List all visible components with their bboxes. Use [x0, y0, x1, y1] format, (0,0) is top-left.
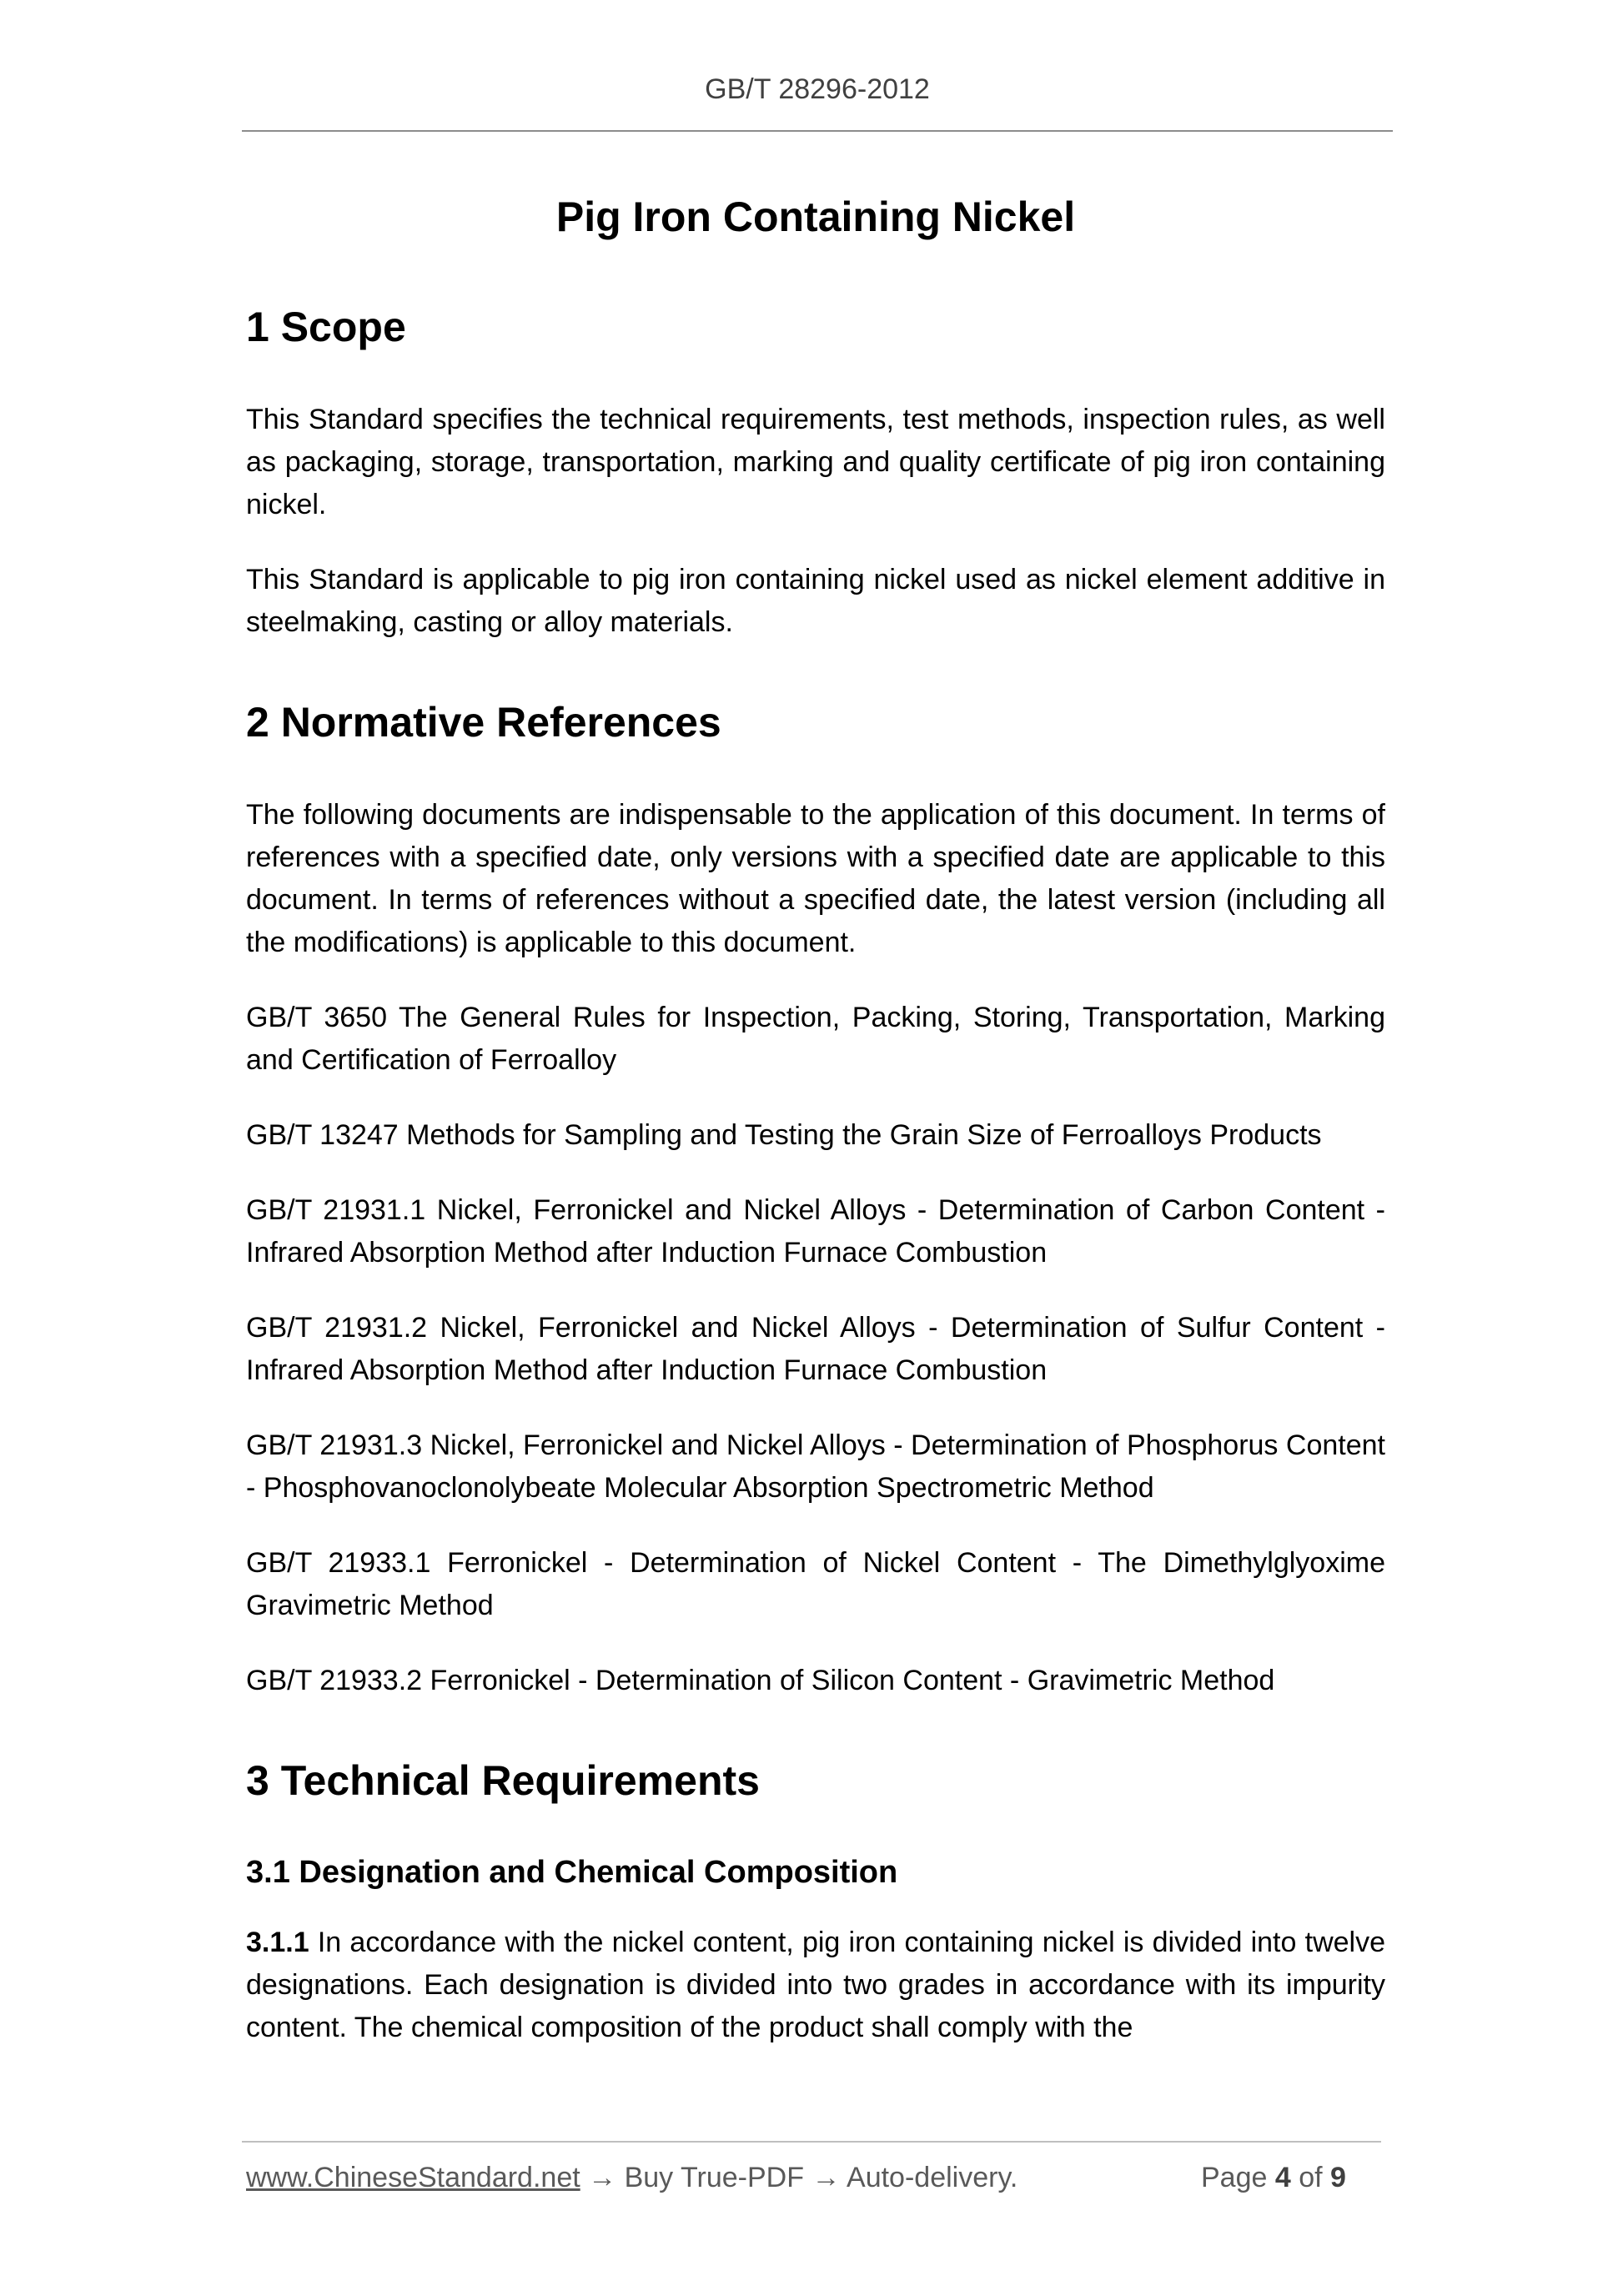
- scope-paragraph: This Standard specifies the technical requirements, test methods, inspection rules, as well as packaging, storage, transportation, marking and quality certificate of pig iron containing nickel.: [246, 404, 1385, 520]
- normative-intro: The following documents are indispensable to the application of this document. In terms of references with a specified date, only versions with a specified date are applicable to this document. In terms of references without a specified date, the latest version (including all the modifications) is applicable to this document.: [246, 799, 1385, 958]
- page-current: 4: [1274, 2162, 1291, 2193]
- reference-item: GB/T 21931.1 Nickel, Ferronickel and Nickel Alloys - Determination of Carbon Content - Infrared Absorption Method after Induction Furnace Combustion: [246, 1194, 1385, 1269]
- arrow-right-icon: →: [588, 2162, 617, 2193]
- buy-text: Buy True-PDF: [624, 2162, 804, 2193]
- arrow-right-icon: →: [812, 2162, 841, 2193]
- delivery-text: Auto-delivery.: [847, 2162, 1018, 2193]
- header-divider: [242, 130, 1393, 132]
- clause-number: 3.1.1: [246, 1927, 309, 1959]
- section-heading-technical-requirements: 3 Technical Requirements: [246, 1757, 760, 1804]
- page-total: 9: [1330, 2162, 1346, 2193]
- footer-divider: [242, 2141, 1381, 2143]
- running-header: GB/T 28296-2012: [705, 73, 930, 105]
- page-indicator: [1201, 2162, 1346, 2194]
- clause-text: In accordance with the nickel content, pig iron containing nickel is divided into twelve designations. Each designation is divided into two grades in accordance with its impurity content. The chemical composition of the product shall comply with the: [246, 1927, 1385, 2044]
- section-heading-normative-references: 2 Normative References: [246, 699, 721, 746]
- subsection-heading: 3.1 Designation and Chemical Composition: [246, 1855, 898, 1890]
- reference-item: GB/T 21931.3 Nickel, Ferronickel and Nickel Alloys - Determination of Phosphorus Content - Phosphovanoclonolybeate Molecular Absorption Spectrometric Method: [246, 1429, 1385, 1504]
- clause-paragraph: [246, 1922, 1385, 2049]
- page-of: of: [1299, 2162, 1323, 2193]
- reference-item: GB/T 3650 The General Rules for Inspection, Packing, Storing, Transportation, Marking and Certification of Ferroalloy: [246, 1002, 1385, 1076]
- reference-item: GB/T 21931.2 Nickel, Ferronickel and Nickel Alloys - Determination of Sulfur Content - Infrared Absorption Method after Induction Furnace Combustion: [246, 1312, 1385, 1386]
- section-heading-scope: 1 Scope: [246, 304, 406, 350]
- footer-promo: [246, 2162, 1018, 2194]
- site-link[interactable]: www.ChineseStandard.net: [246, 2162, 580, 2193]
- page-label: Page: [1201, 2162, 1268, 2193]
- reference-item: GB/T 13247 Methods for Sampling and Testing the Grain Size of Ferroalloys Products: [246, 1119, 1322, 1151]
- document-title: Pig Iron Containing Nickel: [555, 193, 1076, 240]
- reference-item: GB/T 21933.1 Ferronickel - Determination of Nickel Content - The Dimethylglyoxime Gravimetric Method: [246, 1547, 1385, 1621]
- reference-item: GB/T 21933.2 Ferronickel - Determination of Silicon Content - Gravimetric Method: [246, 1665, 1275, 1696]
- scope-paragraph: This Standard is applicable to pig iron containing nickel used as nickel element additive in steelmaking, casting or alloy materials.: [246, 564, 1385, 638]
- document-body: [246, 192, 1385, 2082]
